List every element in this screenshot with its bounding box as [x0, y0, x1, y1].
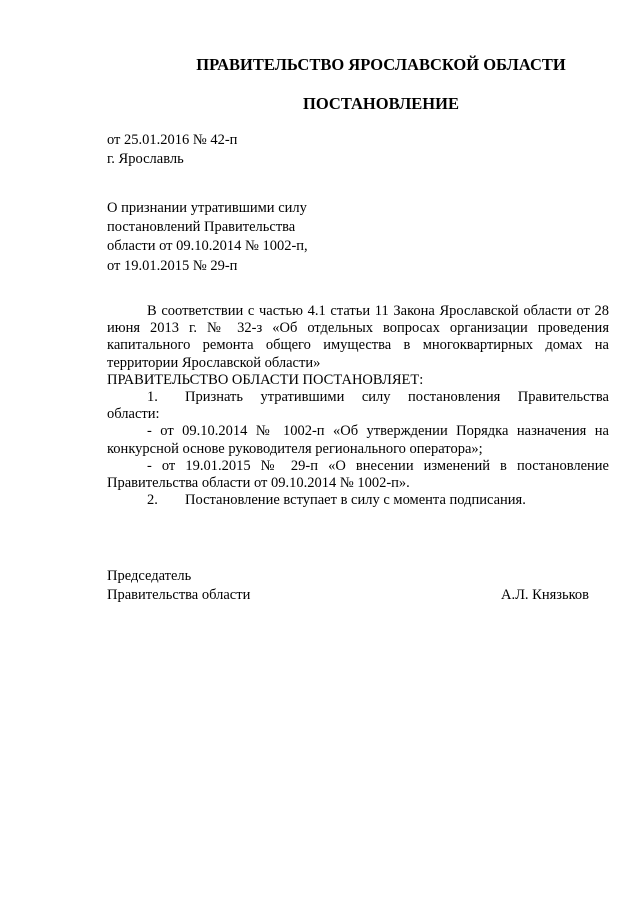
item-2-text: Постановление вступает в силу с момента подписания. [185, 492, 526, 509]
preamble-paragraph: В соответствии с частью 4.1 статьи 11 Закона Ярославской области от 28 июня 2013 г. № 32-з «Об отдельных вопросах организации проведения капитального ремонта общего имущества в многоквартирных домах на территории Ярославской области» [107, 303, 609, 371]
signatory-title-line-1: Председатель [107, 568, 192, 584]
document-subject [107, 199, 308, 276]
item-2 [107, 492, 609, 509]
subject-line: области от 09.10.2014 № 1002-п, [107, 238, 308, 255]
signatory-name: А.Л. Князьков [500, 586, 589, 603]
item-1-number: 1. [147, 389, 158, 406]
signatory-title-line-2: Правительства области [107, 586, 251, 603]
dash-item-2: - от 19.01.2015 № 29-п «О внесении изменений в постановление Правительства области от 09.10.2014 № 1002-п». [107, 457, 609, 492]
dash-item-1: - от 09.10.2014 № 1002-п «Об утверждении Порядка назначения на конкурсной основе руководителя регионального оператора»; [107, 423, 609, 457]
subject-line: постановлений Правительства [107, 219, 296, 236]
document-type-title: ПОСТАНОВЛЕНИЕ [303, 94, 459, 113]
signature-row [107, 586, 589, 605]
subject-line: О признании утратившими силу [107, 200, 307, 216]
item-2-number: 2. [147, 492, 158, 509]
subject-line: от 19.01.2015 № 29-п [107, 257, 238, 274]
organization-title: ПРАВИТЕЛЬСТВО ЯРОСЛАВСКОЙ ОБЛАСТИ [196, 55, 566, 74]
item-1 [107, 389, 609, 423]
document-meta [107, 131, 237, 169]
document-city: г. Ярославль [107, 151, 184, 167]
document-body [107, 303, 609, 509]
resolves-heading: ПРАВИТЕЛЬСТВО ОБЛАСТИ ПОСТАНОВЛЯЕТ: [107, 371, 424, 388]
signature-block [107, 567, 589, 604]
document-date-number: от 25.01.2016 № 42-п [107, 132, 238, 148]
item-1-text: Признать утратившими силу постановления Правительства области: [107, 389, 609, 423]
